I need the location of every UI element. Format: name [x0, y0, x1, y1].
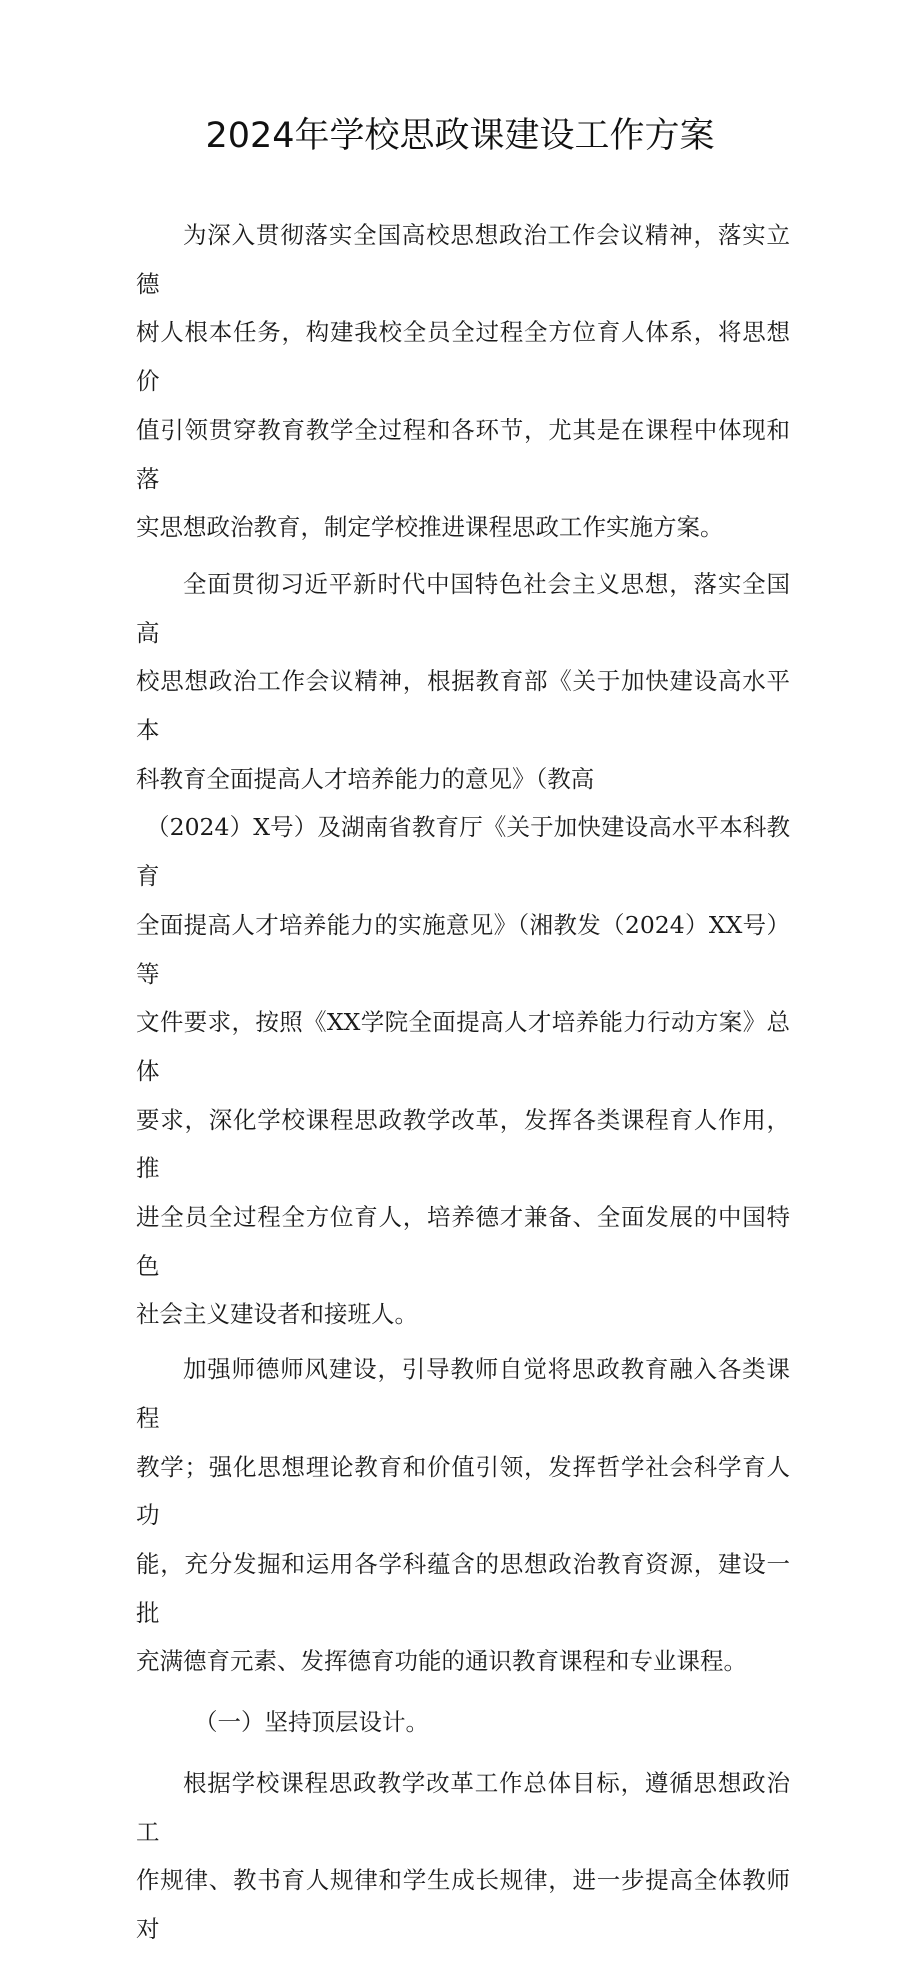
- text-line: 作规律、教书育人规律和学生成长规律，进一步提高全体教师对: [136, 1866, 790, 1943]
- paragraph-goals: [136, 1345, 790, 1686]
- text-line: 实思想政治教育，制定学校推进课程思政工作实施方案。: [136, 513, 724, 542]
- section-heading: [136, 1698, 790, 1747]
- paragraph-intro: [136, 211, 790, 552]
- text-line: 值引领贯穿教育教学全过程和各环节，尤其是在课程中体现和落: [136, 415, 790, 493]
- heading-text: （一）坚持顶层设计。: [194, 1708, 429, 1737]
- paragraph-top-level-design: [136, 1759, 790, 1954]
- text-line: 为深入贯彻落实全国高校思想政治工作会议精神，落实立德: [136, 221, 790, 298]
- document-body: [136, 211, 790, 1962]
- text-line: 树人根本任务，构建我校全员全过程全方位育人体系，将思想价: [136, 318, 790, 396]
- text-line: 社会主义建设者和接班人。: [136, 1300, 418, 1329]
- text-line: 科教育全面提高人才培养能力的意见》（教高: [136, 764, 595, 793]
- text-line: 全面提高人才培养能力的实施意见》（湘教发（2024）XX号）等: [136, 910, 790, 988]
- text-line: 根据学校课程思政教学改革工作总体目标，遵循思想政治工: [136, 1768, 790, 1846]
- text-line: 进全员全过程全方位育人，培养德才兼备、全面发展的中国特色: [136, 1203, 790, 1280]
- text-line: 要求，深化学校课程思政教学改革，发挥各类课程育人作用，推: [136, 1105, 790, 1183]
- text-line: 能，充分发掘和运用各学科蕴含的思想政治教育资源，建设一批: [136, 1549, 790, 1627]
- paragraph-guiding-ideology: [136, 560, 790, 1339]
- text-line: 教学；强化思想理论教育和价值引领，发挥哲学社会科学育人功: [136, 1452, 790, 1530]
- text-line: 文件要求，按照《XX学院全面提高人才培养能力行动方案》总体: [136, 1008, 790, 1085]
- text-line: 校思想政治工作会议精神，根据教育部《关于加快建设高水平本: [136, 667, 790, 745]
- text-line: 全面贯彻习近平新时代中国特色社会主义思想，落实全国高: [136, 569, 790, 647]
- text-line: 加强师德师风建设，引导教师自觉将思政教育融入各类课程: [136, 1355, 790, 1432]
- document-title: 2024年学校思政课建设工作方案: [205, 116, 715, 156]
- text-line: 充满德育元素、发挥德育功能的通识教育课程和专业课程。: [136, 1647, 747, 1676]
- text-line: （2024）X号）及湖南省教育厅《关于加快建设高水平本科教育: [136, 813, 790, 891]
